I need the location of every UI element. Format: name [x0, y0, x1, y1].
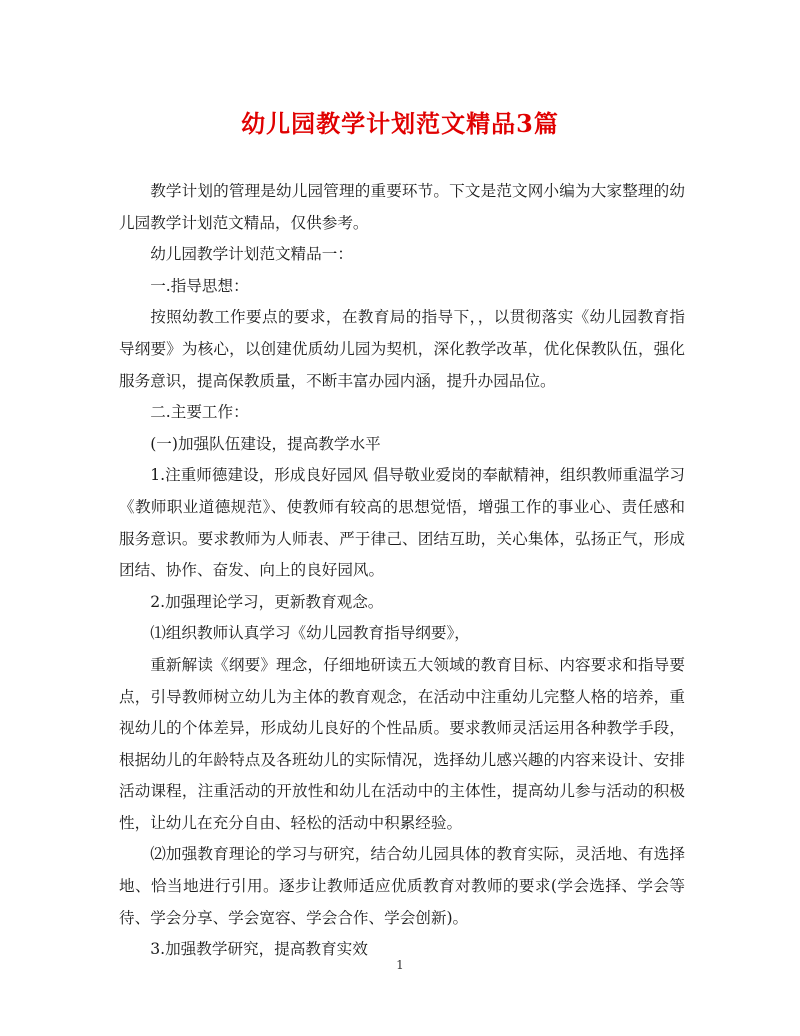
paragraph-main-work-heading: 二.主要工作：	[150, 403, 249, 422]
paragraph-section-heading: 幼儿园教学计划范文精品一：	[150, 245, 353, 264]
paragraph-intro: 教学计划的管理是幼儿园管理的重要环节。下文是范文网小编为大家整理的幼儿园教学计划范文精品，仅供参考。	[119, 182, 685, 232]
document-body	[119, 176, 685, 966]
paragraph-study-outline: ⑴组织教师认真学习《幼儿园教育指导纲要》，	[150, 624, 470, 643]
paragraph-guiding-ideas: 按照幼教工作要点的要求，在教育局的指导下，，以贯彻落实《幼儿园教育指导纲要》为核心，以创建优质幼儿园为契机，深化教学改革，优化保教队伍，强化服务意识，提高保教质量，不断丰富办园内涵，提升办园品位。	[119, 308, 685, 390]
paragraph-research: ⑵加强教育理论的学习与研究，结合幼儿园具体的教育实际，灵活地、有选择地、恰当地进行引用。逐步让教师适应优质教育对教师的要求(学会选择、学会等待、学会分享、学会宽容、学会合作、学会创新)。	[119, 845, 685, 927]
paragraph-ethics: 1.注重师德建设，形成良好园风 倡导敬业爱岗的奉献精神，组织教师重温学习《教师职业道德规范》、使教师有较高的思想觉悟，增强工作的事业心、责任感和服务意识。要求教师为人师表、严于律己、团结互助，关心集体，弘扬正气，形成团结、协作、奋发、向上的良好园风。	[119, 466, 685, 580]
paragraph-teaching-research-heading: 3.加强教学研究，提高教育实效	[150, 940, 368, 959]
page-number: 1	[396, 958, 404, 972]
paragraph-reinterpret: 重新解读《纲要》理念，仔细地研读五大领域的教育目标、内容要求和指导要点，引导教师树立幼儿为主体的教育观念，在活动中注重幼儿完整人格的培养，重视幼儿的个体差异，形成幼儿良好的个性品质。要求教师灵活运用各种教学手段，根据幼儿的年龄特点及各班幼儿的实际情况，选择幼儿感兴趣的内容来设计、安排活动课程，注重活动的开放性和幼儿在活动中的主体性，提高幼儿参与活动的积极性，让幼儿在充分自由、轻松的活动中积累经验。	[119, 655, 685, 832]
paragraph-theory-heading: 2.加强理论学习，更新教育观念。	[150, 592, 384, 611]
paragraph-guiding-ideas-heading: 一.指导思想：	[150, 276, 249, 295]
document-title: 幼儿园教学计划范文精品3篇	[241, 109, 559, 138]
paragraph-team-building-heading: (一)加强队伍建设，提高教学水平	[150, 434, 381, 453]
